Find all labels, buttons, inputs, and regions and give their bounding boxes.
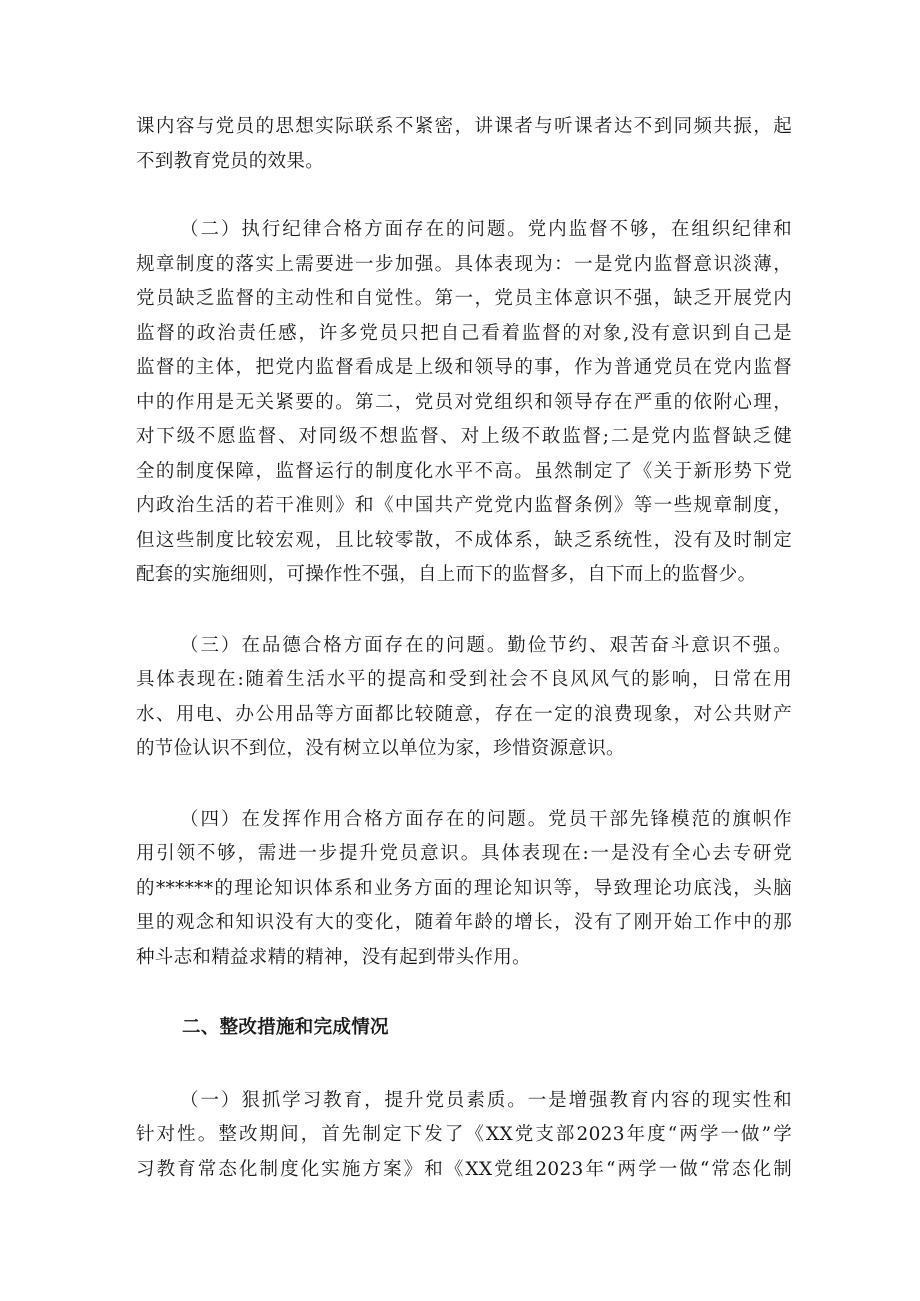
paragraph-discipline-issues xyxy=(136,213,792,593)
paragraph-study-education xyxy=(136,1084,792,1188)
text-line: 的******的理论知识体系和业务方面的理论知识等，导致理论功底浅，头脑 xyxy=(136,877,792,899)
paragraph-continuation xyxy=(136,110,792,179)
text-line: 对下级不愿监督、对同级不想监督、对上级不敢监督;二是党内监督缺乏健 xyxy=(136,426,792,447)
text-line: 习教育常态化制度化实施方案》和《XX党组2023年“两学一做“常态化制 xyxy=(136,1158,792,1180)
text-line: （二）执行纪律合格方面存在的问题。党内监督不够，在组织纪律和 xyxy=(180,219,792,240)
text-line: 不到教育党员的效果。 xyxy=(136,150,325,172)
text-line: 针对性。整改期间，首先制定下发了《XX党支部2023年度“两学一做”学 xyxy=(136,1124,792,1145)
text-line: 种斗志和精益求精的精神，没有起到带头作用。 xyxy=(136,946,531,968)
text-line: 水、用电、办公用品等方面都比较随意，存在一定的浪费现象，对公共财产 xyxy=(136,703,792,725)
text-line: 监督的主体，把党内监督看成是上级和领导的事，作为普通党员在党内监督 xyxy=(136,357,792,378)
paragraph-morality-issues xyxy=(136,629,792,767)
text-line: （四）在发挥作用合格方面存在的问题。党员干部先锋模范的旗帜作 xyxy=(180,808,792,830)
text-line: 用引领不够，需进一步提升党员意识。具体表现在:一是没有全心去专研党 xyxy=(136,843,792,864)
text-line: （三）在品德合格方面存在的问题。勤俭节约、艰苦奋斗意识不强。 xyxy=(180,634,792,656)
text-line: 全的制度保障，监督运行的制度化水平不高。虽然制定了《关于新形势下党 xyxy=(136,460,792,482)
text-line: 课内容与党员的思想实际联系不紧密，讲课者与听课者达不到同频共振，起 xyxy=(136,116,792,137)
text-line: 中的作用是无关紧要的。第二，党员对党组织和领导存在严重的依附心理， xyxy=(136,391,792,413)
text-line: 具体表现在:随着生活水平的提高和受到社会不良风风气的影响，日常在用 xyxy=(136,669,792,690)
section-heading: 二、整改措施和完成情况 xyxy=(182,1017,389,1038)
paragraph-role-issues xyxy=(136,803,792,976)
text-line: 规章制度的落实上需要进一步加强。具体表现为：一是党内监督意识淡薄， xyxy=(136,253,792,275)
text-line: （一）狠抓学习教育，提升党员素质。一是增强教育内容的现实性和 xyxy=(180,1089,792,1111)
text-line: 监督的政治责任感，许多党员只把自己看着监督的对象,没有意识到自己是 xyxy=(136,322,792,344)
text-line: 的节俭认识不到位，没有树立以单位为家，珍惜资源意识。 xyxy=(136,738,625,759)
text-line: 但这些制度比较宏观，且比较零散，不成体系，缺乏系统性，没有及时制定 xyxy=(136,529,792,551)
text-line: 里的观念和知识没有大的变化，随着年龄的增长，没有了刚开始工作中的那 xyxy=(136,912,792,933)
text-line: 配套的实施细则，可操作性不强，自上而下的监督多，自下而上的监督少。 xyxy=(136,564,757,585)
document-page xyxy=(136,110,792,1187)
text-line: 内政治生活的若干准则》和《中国共产党党内监督条例》等一些规章制度， xyxy=(136,495,792,516)
text-line: 党员缺乏监督的主动性和自觉性。第一，党员主体意识不强，缺乏开展党内 xyxy=(136,288,792,309)
